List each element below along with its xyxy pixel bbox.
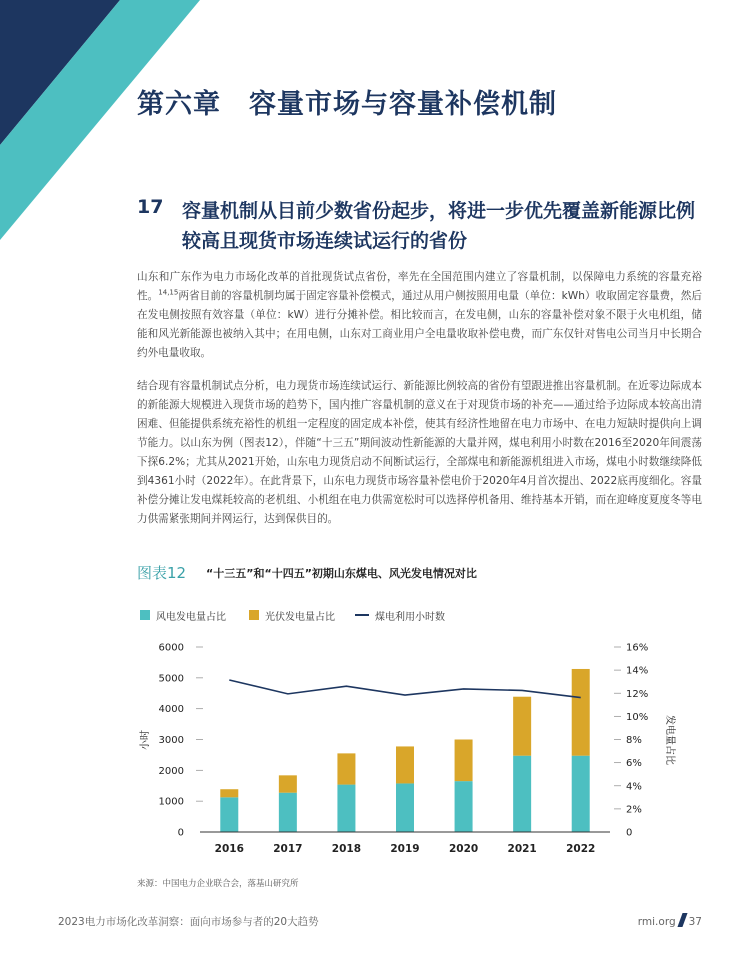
x-tick-label: 2018 xyxy=(331,843,362,855)
citation-superscript: 14,15 xyxy=(158,288,179,297)
footer-slash-mark xyxy=(677,913,687,927)
bar-wind-2019 xyxy=(396,783,414,832)
bar-wind-2017 xyxy=(279,793,297,832)
chapter-title: 第六章 容量市场与容量补偿机制 xyxy=(137,89,557,120)
paragraph-2: 结合现有容量机制试点分析，电力现货市场连续试运行、新能源比例较高的省份有望跟进推出容量机制。在近零边际成本的新能源大规模进入现货市场的趋势下，国内推广容量机制的意义在于对现货市场的补充——通过给予边际成本较高出清困难、但能提供系统充裕性的机组一定程度的固定成本补偿，使其有经济性地留在电力市场中、在电力短缺时提供向上调节能力。以山东为例（图表12），伴随“十三五”期间波动性新能源的大量并网，煤电利用小时数在2016至2020年间震荡下探6.2%；尤其从2021开始，山东电力现货启动不间断试运行，全部煤电和新能源机组进入市场，煤电小时数继续降低到4361小时（2022年）。在此背景下，山东电力现货市场容量补偿电价于2020年4月首次提出、2022底再度细化。容量补偿分摊让发电煤耗较高的老机组、小机组在电力供需宽松时可以选择停机备用、维持基本开销，而在迎峰度夏度冬等电力供需紧张期间并网运行，达到保供目的。 xyxy=(137,380,702,525)
x-tick-label: 2019 xyxy=(390,843,420,855)
legend-label-solar: 光伏发电量占比 xyxy=(265,612,335,623)
section-title: 容量机制从目前少数省份起步，将进一步优先覆盖新能源比例较高且现货市场连续试运行的省份 xyxy=(182,200,696,252)
y-axis-title-right: 发电量占比 xyxy=(664,715,675,765)
y-tick-label-left: 1000 xyxy=(158,796,184,808)
y-tick-label-left: 6000 xyxy=(158,642,184,654)
page-number: 37 xyxy=(688,916,702,928)
y-tick-label-left: 0 xyxy=(177,827,184,839)
figure-title: “十三五”和“十四五”初期山东煤电、风光发电情况对比 xyxy=(206,567,477,580)
x-tick-label: 2021 xyxy=(507,843,537,855)
footer-right xyxy=(638,913,702,928)
y-tick-label-right: 2% xyxy=(626,804,642,816)
bar-wind-2016 xyxy=(220,797,238,832)
x-tick-label: 2017 xyxy=(273,843,303,855)
paragraph-1-text-b: 两省目前的容量机制均属于固定容量补偿模式，通过从用户侧按照用电量（单位：kWh）收取固定容量费，然后在发电侧按照有效容量（单位：kW）进行分摊补偿。相比较而言，在发电侧，山东的容量补偿对象不限于火电机组，储能和风光新能源也被纳入其中；在用电侧，山东对工商业用户全电量收取补偿电费，而广东仅针对售电公司当月中长期合约外电量收取。 xyxy=(137,290,702,359)
y-tick-label-right: 8% xyxy=(626,735,642,746)
source-note: 来源：中国电力企业联合会，落基山研究所 xyxy=(137,879,299,889)
chart xyxy=(130,630,690,865)
y-tick-label-right: 10% xyxy=(626,711,649,723)
bar-solar-2016 xyxy=(220,789,238,797)
legend-label-coal: 煤电利用小时数 xyxy=(375,612,445,623)
legend-line-coal xyxy=(355,614,369,616)
paragraph-1-text-a: 山东和广东作为电力市场化改革的首批现货试点省份，率先在全国范围内建立了容量机制，以保障电力系统的容量充裕性。 xyxy=(137,271,702,302)
bar-solar-2017 xyxy=(279,775,297,792)
y-tick-label-right: 6% xyxy=(626,758,642,770)
footer-site-link[interactable]: rmi.org xyxy=(637,916,676,928)
y-tick-label-right: 12% xyxy=(626,688,649,700)
y-tick-label-left: 5000 xyxy=(158,673,184,685)
bar-solar-2018 xyxy=(337,753,355,784)
y-axis-title-left: 小时 xyxy=(140,730,151,750)
bar-wind-2022 xyxy=(572,756,590,832)
bar-wind-2021 xyxy=(513,756,531,832)
y-tick-label-right: 4% xyxy=(626,781,642,793)
bar-solar-2019 xyxy=(396,746,414,783)
bar-wind-2020 xyxy=(455,781,473,832)
y-tick-label-left: 4000 xyxy=(158,704,184,716)
figure-label: 图表12 xyxy=(137,564,187,582)
footer-title: 2023电力市场化改革洞察：面向市场参与者的20大趋势 xyxy=(58,916,319,928)
x-tick-label: 2022 xyxy=(566,843,596,855)
legend-label-wind: 风电发电量占比 xyxy=(156,612,226,623)
legend-swatch-wind xyxy=(140,610,150,620)
paragraph-1 xyxy=(137,268,702,363)
y-tick-label-left: 2000 xyxy=(158,765,184,777)
bar-solar-2021 xyxy=(513,697,531,756)
y-tick-label-right: 14% xyxy=(626,665,649,677)
line-coal-hours xyxy=(229,680,580,698)
y-tick-label-right: 0 xyxy=(626,827,633,839)
section-number: 17 xyxy=(137,196,164,218)
y-tick-label-left: 3000 xyxy=(158,735,184,746)
bar-solar-2020 xyxy=(455,740,473,782)
bar-solar-2022 xyxy=(572,669,590,756)
x-tick-label: 2020 xyxy=(448,843,479,855)
legend-swatch-solar xyxy=(249,610,259,620)
bar-wind-2018 xyxy=(337,785,355,832)
y-tick-label-right: 16% xyxy=(626,642,649,654)
x-tick-label: 2016 xyxy=(214,843,244,855)
